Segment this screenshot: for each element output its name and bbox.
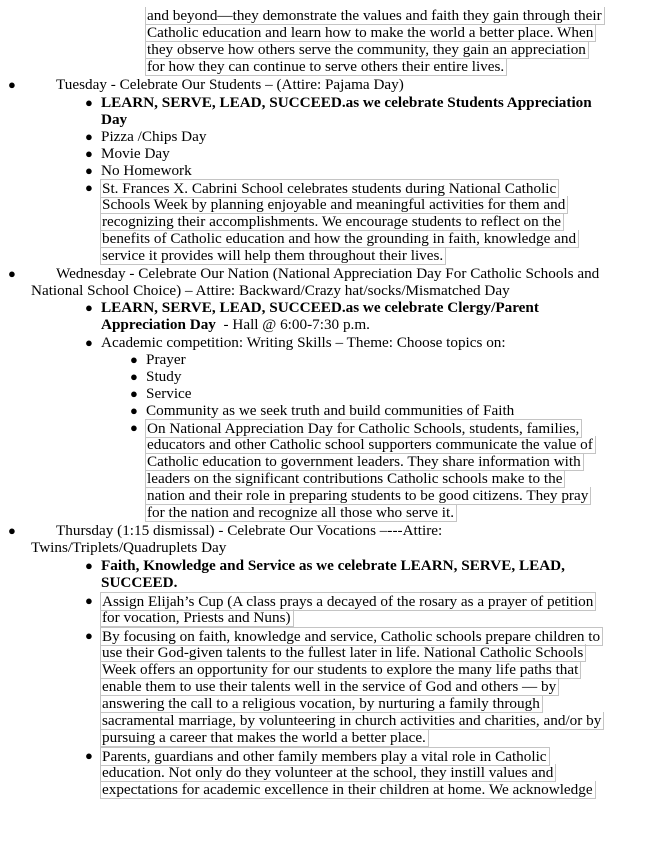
intro-line-3: they observe how others serve the community, they gain an appreciation [145,41,589,59]
tuesday-para-line-5: service it provides will help them throughout their lives. [100,247,446,265]
bullet: ● [85,95,93,110]
wednesday-para-line-3: Catholic education to government leaders. They share information with [145,453,584,471]
wednesday-appreciation-day: Appreciation Day [101,316,216,333]
thursday-bold-line-1: Faith, Knowledge and Service as we celebrate LEARN, SERVE, LEAD, [101,557,565,574]
bullet: ● [8,77,16,92]
thursday-para-line-6: sacramental marriage, by volunteering in church activities and charities, and/or by [100,712,604,730]
bullet: ● [8,266,16,281]
bullet: ● [85,163,93,178]
wednesday-para-line-4: leaders on the significant contributions Catholic schools make to the [145,470,565,488]
bullet: ● [130,386,138,401]
wednesday-topic-prayer: Prayer [146,351,186,368]
tuesday-item-pizza: Pizza /Chips Day [101,128,207,145]
bullet: ● [85,129,93,144]
thursday-bold-line-2: SUCCEED. [101,574,178,591]
thursday-para-line-1: By focusing on faith, knowledge and service, Catholic schools prepare children to [100,627,603,646]
thursday-heading-line-1: Thursday (1:15 dismissal) - Celebrate Our Vocations –---Attire: [56,522,443,539]
thursday-para-line-4: enable them to use their talents well in the service of God and others — by [100,678,559,696]
wednesday-topic-community: Community as we seek truth and build communities of Faith [146,402,515,419]
wednesday-topic-service: Service [146,385,192,402]
intro-line-2: Catholic education and learn how to make the world a better place. When [145,24,596,42]
tuesday-item-homework: No Homework [101,162,192,179]
wednesday-para-line-6: for the nation and recognize all those who serve it. [145,504,457,522]
wednesday-heading-line-1: Wednesday - Celebrate Our Nation (National Appreciation Day For Catholic Schools and [56,265,600,282]
bullet: ● [130,403,138,418]
thursday-para-line-2: use their God-given talents to the fullest later in life. National Catholic Schools [100,644,586,662]
bullet: ● [130,369,138,384]
thursday-para2-line-2: education. Not only do they volunteer at the school, they instill values and [100,764,556,782]
wednesday-hall-time: - Hall @ 6:00-7:30 p.m. [215,316,370,333]
wednesday-academic: Academic competition: Writing Skills – Theme: Choose topics on: [101,334,506,351]
tuesday-bold-line-1: LEARN, SERVE, LEAD, SUCCEED.as we celebrate Students Appreciation [101,94,592,111]
thursday-heading-line-2: Twins/Triplets/Quadruplets Day [31,539,227,556]
wednesday-bold-line-1: LEARN, SERVE, LEAD, SUCCEED.as we celebrate Clergy/Parent [101,299,539,316]
tuesday-para-line-1: St. Frances X. Cabrini School celebrates students during National Catholic [100,179,559,198]
bullet: ● [130,352,138,367]
tuesday-para-line-4: benefits of Catholic education and how the grounding in faith, knowledge and [100,230,579,248]
wednesday-heading-line-2: National School Choice) – Attire: Backward/Crazy hat/socks/Mismatched Day [31,282,510,299]
bullet: ● [85,300,93,315]
bullet: ● [85,146,93,161]
wednesday-para-line-1: On National Appreciation Day for Catholic Schools, students, families, [145,419,582,438]
thursday-para-line-7: pursuing a career that makes the world a better place. [100,729,429,747]
intro-line-4: for how they can continue to serve others their entire lives. [145,58,507,76]
tuesday-item-movie: Movie Day [101,145,170,162]
tuesday-heading: Tuesday - Celebrate Our Students – (Attire: Pajama Day) [56,76,404,93]
tuesday-bold-line-2: Day [101,111,128,128]
wednesday-para-line-2: educators and other Catholic school supporters communicate the value of [145,436,596,454]
bullet: ● [85,628,93,643]
bullet: ● [130,420,138,435]
thursday-cup-line-2: for vocation, Priests and Nuns) [100,609,294,627]
intro-line-1: and beyond—they demonstrate the values and faith they gain through their [145,7,605,25]
bullet: ● [85,335,93,350]
bullet: ● [85,748,93,763]
thursday-para-line-3: Week offers an opportunity for our students to explore the many life paths that [100,661,581,679]
thursday-para2-line-3: expectations for academic excellence in their children at home. We acknowledge [100,781,596,799]
wednesday-bold-line-2 [101,316,370,333]
tuesday-para-line-2: Schools Week by planning enjoyable and meaningful activities for them and [100,196,568,214]
thursday-cup-line-1: Assign Elijah’s Cup (A class prays a decayed of the rosary as a prayer of petition [100,592,596,611]
thursday-para-line-5: answering the call to a religious vocation, by nurturing a family through [100,695,543,713]
bullet: ● [85,593,93,608]
wednesday-topic-study: Study [146,368,182,385]
bullet: ● [8,523,16,538]
thursday-para2-line-1: Parents, guardians and other family members play a vital role in Catholic [100,747,550,766]
bullet: ● [85,180,93,195]
tuesday-para-line-3: recognizing their accomplishments. We encourage students to reflect on the [100,213,564,231]
wednesday-para-line-5: nation and their role in preparing students to be good citizens. They pray [145,487,591,505]
bullet: ● [85,558,93,573]
